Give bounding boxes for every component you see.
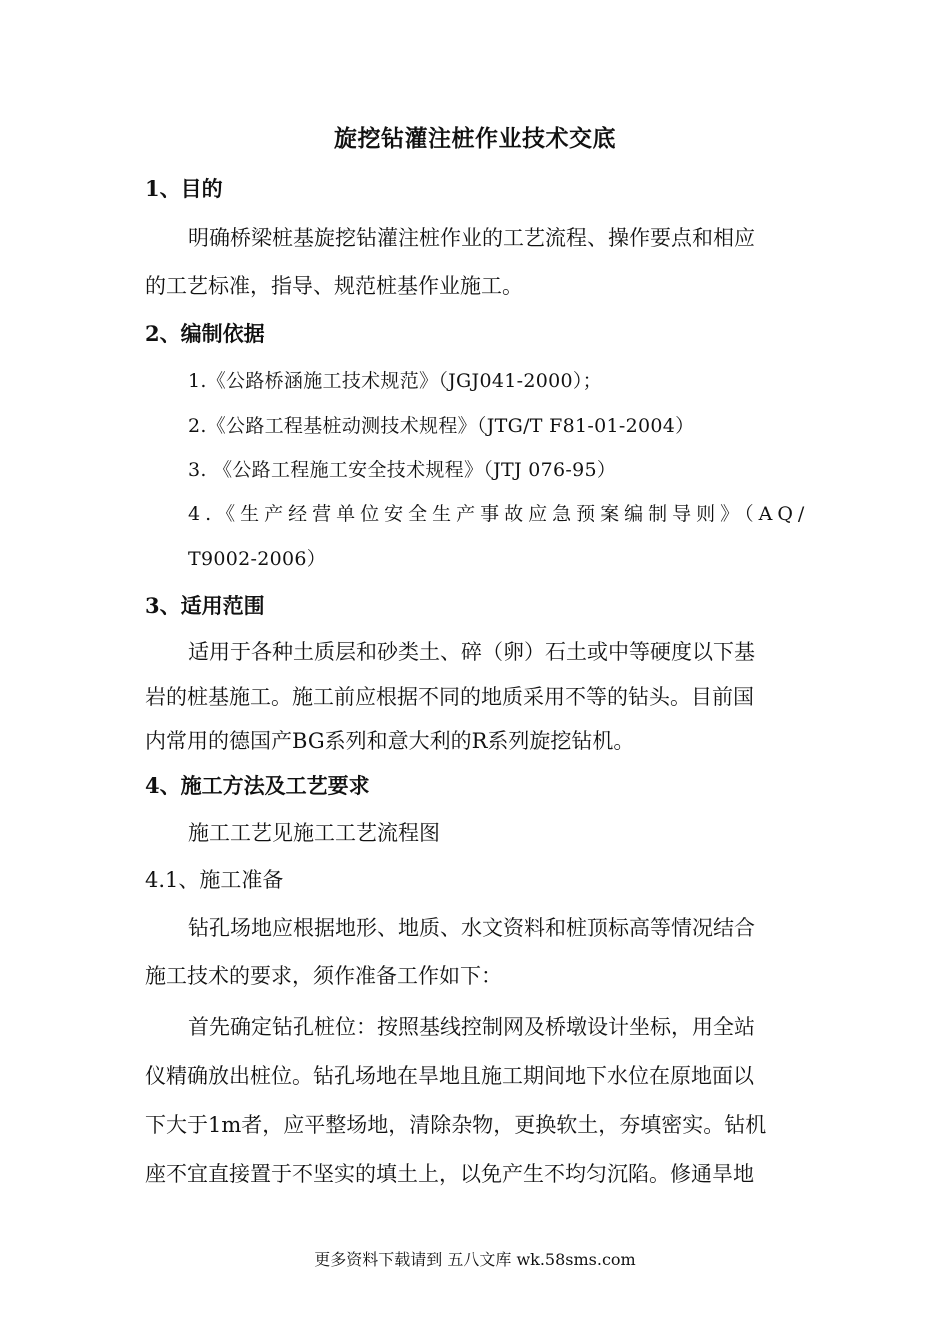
section-4-intro: 施工工艺见施工工艺流程图	[188, 821, 440, 845]
section-4-line: 施工技术的要求，须作准备工作如下：	[145, 964, 502, 988]
document-title: 旋挖钻灌注桩作业技术交底	[334, 125, 616, 152]
reference-item: 2.《公路工程基桩动测技术规程》（JTG/T F81-01-2004）	[188, 415, 695, 437]
section-3-line: 岩的桩基施工。施工前应根据不同的地质采用不等的钻头。目前国	[145, 685, 754, 709]
section-1-line: 的工艺标准，指导、规范桩基作业施工。	[145, 274, 523, 298]
section-4-line: 首先确定钻孔桩位：按照基线控制网及桥墩设计坐标，用全站	[188, 1015, 755, 1039]
subsection-4-1-heading: 4.1、施工准备	[145, 868, 284, 892]
section-4-line: 下大于1m者，应平整场地，清除杂物，更换软土，夯填密实。钻机	[145, 1113, 767, 1137]
reference-item: 3. 《公路工程施工安全技术规程》（JTJ 076-95）	[188, 459, 617, 481]
section-1-line: 明确桥梁桩基旋挖钻灌注桩作业的工艺流程、操作要点和相应	[188, 226, 755, 250]
reference-item	[188, 499, 810, 526]
reference-item-text: 4.《生产经营单位安全生产事故应急预案编制导则》（AQ/	[188, 503, 810, 525]
reference-item: 1.《公路桥涵施工技术规范》（JGJ041-2000）；	[188, 370, 602, 392]
section-1-heading: 1、目的	[145, 176, 223, 201]
section-3-heading: 3、适用范围	[145, 593, 265, 618]
section-4-line: 钻孔场地应根据地形、地质、水文资料和桩顶标高等情况结合	[188, 916, 755, 940]
page-footer: 更多资料下载请到 五八文库 wk.58sms.com	[314, 1250, 636, 1269]
reference-item-continued: T9002-2006）	[188, 548, 327, 570]
section-4-line: 仪精确放出桩位。钻孔场地在旱地且施工期间地下水位在原地面以	[145, 1064, 754, 1088]
section-2-heading: 2、编制依据	[145, 321, 265, 346]
section-4-line: 座不宜直接置于不坚实的填土上，以免产生不均匀沉陷。修通旱地	[145, 1162, 754, 1186]
section-3-line: 适用于各种土质层和砂类土、碎（卵）石土或中等硬度以下基	[188, 640, 755, 664]
section-3-line: 内常用的德国产BG系列和意大利的R系列旋挖钻机。	[145, 729, 635, 753]
section-4-heading: 4、施工方法及工艺要求	[145, 773, 370, 798]
